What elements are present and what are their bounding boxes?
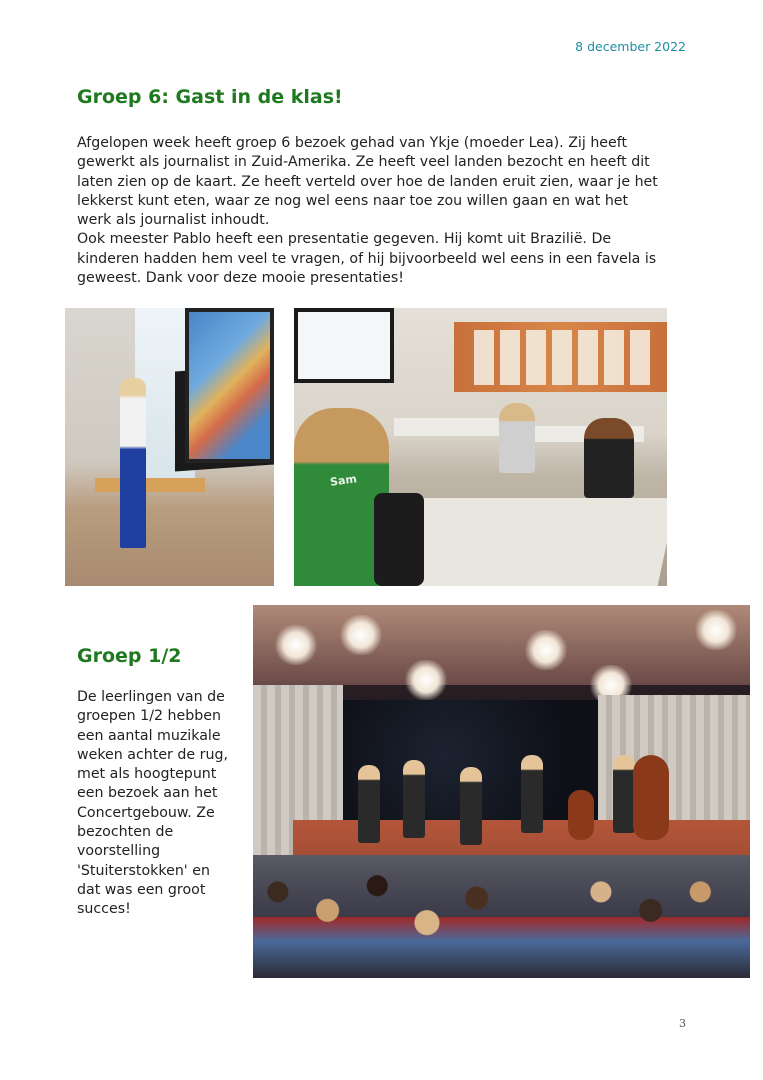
photo-screen bbox=[294, 308, 394, 383]
photo-cello bbox=[568, 790, 594, 840]
photo-concertgebouw bbox=[253, 605, 750, 978]
photo-world-map bbox=[185, 308, 274, 463]
photo-chandelier bbox=[273, 625, 319, 665]
paragraph-line: met als hoogtepunt bbox=[77, 766, 217, 783]
paragraph-line: Afgelopen week heeft groep 6 bezoek gehad van Ykje (moeder Lea). Zij heeft bbox=[77, 135, 628, 151]
paragraph-line: Concertgebouw. Ze bbox=[77, 804, 215, 821]
photo-presenter bbox=[120, 378, 146, 548]
page-number: 3 bbox=[679, 1017, 686, 1030]
paragraph-line: Ook meester Pablo heeft een presentatie gegeven. Hij komt uit Brazilië. De bbox=[77, 231, 612, 248]
paragraph-line: kinderen hadden hem veel te vragen, of hij bijvoorbeeld wel eens in een favela is bbox=[77, 250, 657, 267]
section-body-groep-6 bbox=[77, 134, 689, 288]
photo-musician bbox=[460, 767, 482, 845]
paragraph-line: 'Stuiterstokken' en bbox=[77, 862, 210, 879]
photo-classroom-presentation bbox=[294, 308, 667, 586]
photo-chandelier bbox=[693, 610, 739, 650]
photo-backpack bbox=[374, 493, 424, 586]
paragraph-line: laten zien op de kaart. Ze heeft verteld over hoe de landen eruit zien, waar je het bbox=[77, 173, 658, 190]
paragraph-line: De leerlingen van de bbox=[77, 689, 225, 705]
paragraph-line: geweest. Dank voor deze mooie presentaties! bbox=[77, 270, 404, 287]
photo-desk-front bbox=[395, 498, 667, 586]
photo-table bbox=[95, 478, 205, 492]
photo-student bbox=[499, 403, 535, 473]
photo-double-bass bbox=[633, 755, 669, 840]
photo-musician bbox=[613, 755, 635, 833]
section-body-groep-1-2 bbox=[77, 688, 245, 920]
photo-ceiling bbox=[253, 605, 750, 685]
section-title-groep-1-2: Groep 1/2 bbox=[77, 645, 182, 667]
paragraph-line: bezochten de bbox=[77, 824, 174, 841]
paragraph-line: succes! bbox=[77, 901, 131, 918]
photo-musician bbox=[403, 760, 425, 838]
photo-musician bbox=[358, 765, 380, 843]
paragraph-line: groepen 1/2 hebben bbox=[77, 708, 221, 725]
paragraph-line: gewerkt als journalist in Zuid-Amerika. Ze heeft veel landen bezocht en heeft dit bbox=[77, 154, 650, 171]
photo-chandelier bbox=[523, 630, 569, 670]
paragraph-line: voorstelling bbox=[77, 843, 161, 860]
photo-teacher-world-map bbox=[65, 308, 274, 586]
paragraph-line: weken achter de rug, bbox=[77, 746, 228, 763]
paragraph-line: lekkerst kunt eten, waar ze nog wel eens naar toe zou willen gaan en wat het bbox=[77, 192, 629, 209]
newsletter-date: 8 december 2022 bbox=[575, 39, 686, 54]
photo-posters bbox=[474, 330, 654, 385]
photo-audience-children bbox=[253, 855, 750, 978]
paragraph-line: een aantal muzikale bbox=[77, 727, 221, 744]
paragraph-line: een bezoek aan het bbox=[77, 785, 218, 802]
paragraph-line: werk als journalist inhoudt. bbox=[77, 212, 270, 229]
photo-desk bbox=[394, 418, 504, 436]
photo-chandelier bbox=[403, 660, 449, 700]
photo-student bbox=[584, 418, 634, 498]
section-title-groep-6: Groep 6: Gast in de klas! bbox=[77, 86, 343, 108]
photo-chandelier bbox=[338, 615, 384, 655]
photo-musician bbox=[521, 755, 543, 833]
shirt-name-label: Sam bbox=[329, 472, 358, 489]
paragraph-line: dat was een groot bbox=[77, 881, 206, 898]
